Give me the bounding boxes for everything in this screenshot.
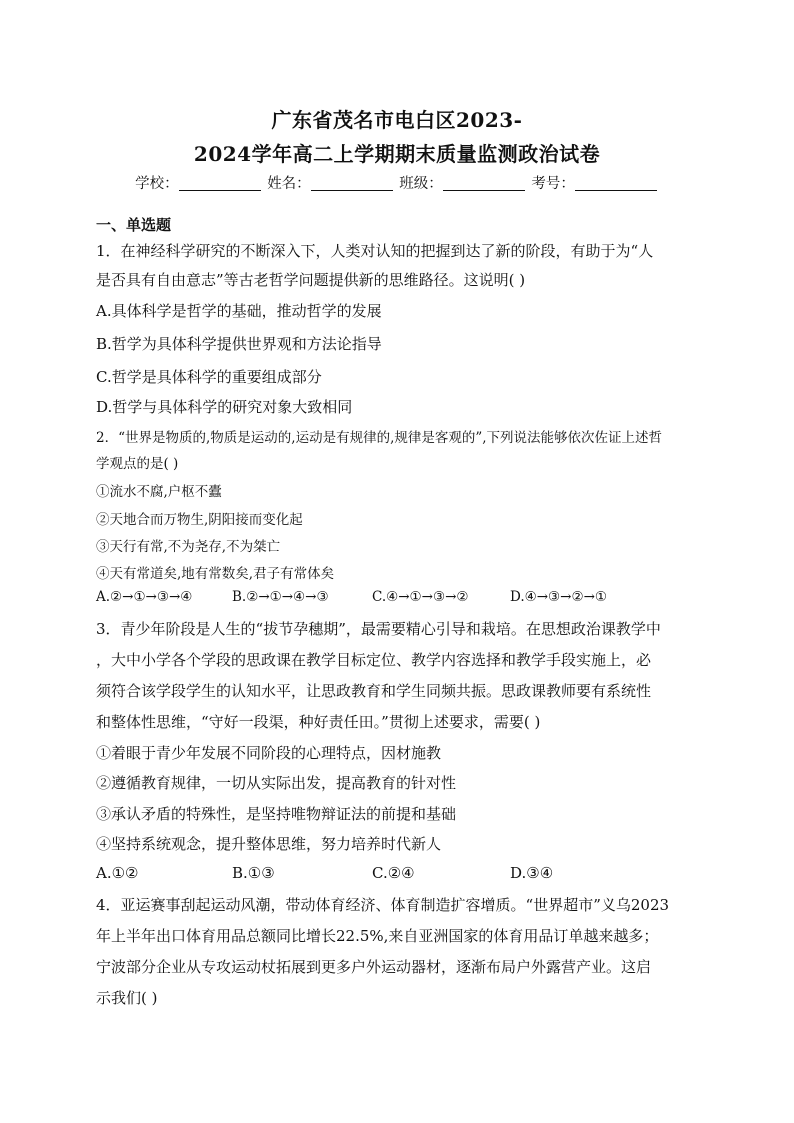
q3-option-c: C.②④ xyxy=(372,864,415,882)
q2-option-a: A.②→①→③→④ xyxy=(96,589,193,605)
school-label: 学校： xyxy=(135,176,179,192)
class-label: 班级： xyxy=(399,176,443,192)
q1-stem-line-2: 是否具有自由意志”等古老哲学问题提供新的思维路径。这说明( ) xyxy=(96,271,526,289)
q3-stem-line-3: 须符合该学段学生的认知水平，让思政教育和学生同频共振。思政课教师要有系统性 xyxy=(96,682,652,700)
name-label: 姓名： xyxy=(267,176,311,192)
q2-statement-2: ②天地合而万物生,阴阳接而变化起 xyxy=(96,512,303,528)
q4-stem-line-2: 年上半年出口体育用品总额同比增长22.5%,来自亚洲国家的体育用品订单越来越多； xyxy=(96,927,659,945)
q1-option-a: A.具体科学是哲学的基础，推动哲学的发展 xyxy=(96,302,382,320)
q2-option-d: D.④→③→②→① xyxy=(510,589,607,605)
q3-statement-1: ①着眼于青少年发展不同阶段的心理特点，因材施教 xyxy=(96,744,442,762)
exam-title-line-2: 2024学年高二上学期期末质量监测政治试卷 xyxy=(193,142,601,166)
q4-stem-line-1: 4．亚运赛事刮起运动风潮，带动体育经济、体育制造扩容增质。“世界超市”义乌2023 xyxy=(96,896,670,914)
q3-option-b: B.①③ xyxy=(232,864,275,882)
section-heading: 一、单选题 xyxy=(96,216,172,234)
q2-statement-1: ①流水不腐,户枢不蠹 xyxy=(96,484,222,500)
q3-option-a: A.①② xyxy=(96,864,139,882)
q1-option-d: D.哲学与具体科学的研究对象大致相同 xyxy=(96,398,353,416)
q2-statement-3: ③天行有常,不为尧存,不为桀亡 xyxy=(96,539,281,555)
q2-statement-4: ④天有常道矣,地有常数矣,君子有常体矣 xyxy=(96,566,335,582)
q1-option-c: C.哲学是具体科学的重要组成部分 xyxy=(96,368,322,386)
school-blank[interactable] xyxy=(179,176,261,191)
q3-stem-line-4: 和整体性思维，“守好一段渠，种好责任田。”贯彻上述要求，需要( ) xyxy=(96,713,541,731)
q2-option-b: B.②→①→④→③ xyxy=(232,589,329,605)
q2-option-c: C.④→①→③→② xyxy=(372,589,469,605)
q1-option-b: B.哲学为具体科学提供世界观和方法论指导 xyxy=(96,335,382,353)
exam-title-line-1: 广东省茂名市电白区2023- xyxy=(271,108,523,132)
q3-statement-2: ②遵循教育规律，一切从实际出发，提高教育的针对性 xyxy=(96,774,457,792)
q2-stem-line-1: 2．“世界是物质的,物质是运动的,运动是有规律的,规律是客观的”,下列说法能够依次佐证上述哲 xyxy=(96,430,663,446)
q2-stem-line-2: 学观点的是( ) xyxy=(96,456,179,472)
q3-statement-3: ③承认矛盾的特殊性，是坚持唯物辩证法的前提和基础 xyxy=(96,805,457,823)
q3-stem-line-2: ，大中小学各个学段的思政课在教学目标定位、教学内容选择和教学手段实施上，必 xyxy=(96,651,652,669)
name-blank[interactable] xyxy=(311,176,393,191)
q4-stem-line-4: 示我们( ) xyxy=(96,989,158,1007)
q1-stem-line-1: 1．在神经科学研究的不断深入下，人类对认知的把握到达了新的阶段，有助于为“人 xyxy=(96,242,654,260)
q3-statement-4: ④坚持系统观念，提升整体思维，努力培养时代新人 xyxy=(96,835,442,853)
q3-stem-line-1: 3．青少年阶段是人生的“拔节孕穗期”，最需要精心引导和栽培。在思想政治课教学中 xyxy=(96,620,661,638)
q3-option-d: D.③④ xyxy=(510,864,554,882)
student-info-row xyxy=(0,172,794,193)
exam-number-blank[interactable] xyxy=(575,176,657,191)
exam-number-label: 考号： xyxy=(531,176,575,192)
q4-stem-line-3: 宁波部分企业从专攻运动杖拓展到更多户外运动器材，逐渐布局户外露营产业。这启 xyxy=(96,958,652,976)
class-blank[interactable] xyxy=(443,176,525,191)
